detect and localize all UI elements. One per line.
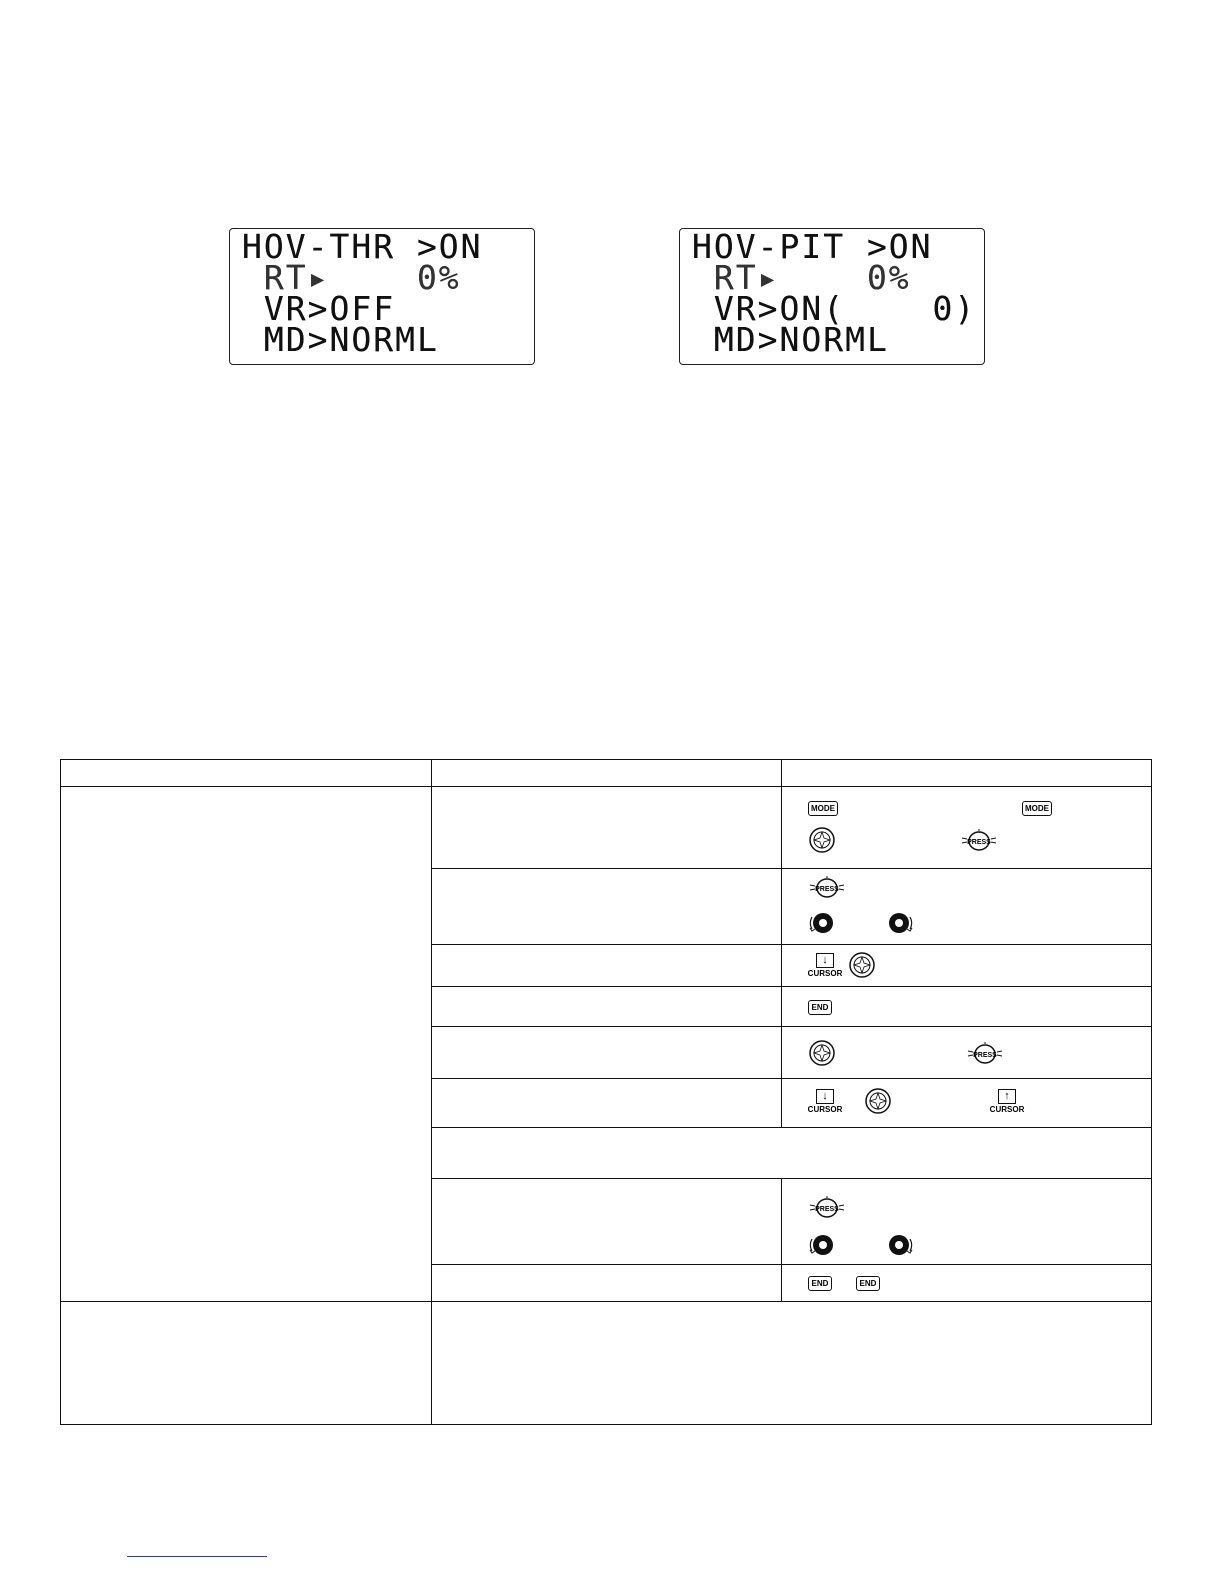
lcd-screen-hover-throttle <box>229 228 535 365</box>
arrow-up-icon: ↑ <box>998 1089 1016 1104</box>
end-key-icon: END <box>808 1276 832 1291</box>
dial-turn-right-icon <box>884 1231 914 1259</box>
lcd-screen-hover-pitch <box>679 228 985 365</box>
dial-icon <box>808 826 836 854</box>
steps-table <box>60 759 1152 1425</box>
end-key-icon: END <box>808 1000 832 1015</box>
header-cell <box>432 760 782 787</box>
svg-text:PRESS: PRESS <box>967 839 991 846</box>
mode-key-icon: MODE <box>808 801 838 816</box>
svg-text:PRESS: PRESS <box>973 1052 997 1059</box>
table-header-row <box>61 760 1152 787</box>
cursor-label: CURSOR <box>807 1104 843 1114</box>
cursor-label: CURSOR <box>989 1104 1025 1114</box>
lcd-line: MD>NORML <box>692 320 889 359</box>
step-keys-cell <box>782 787 1152 869</box>
arrow-down-icon: ↓ <box>816 1089 834 1104</box>
dial-turn-left-icon <box>808 1231 838 1259</box>
lcd-line: HOV-THR >ON <box>242 227 483 266</box>
step-keys-cell <box>782 1027 1152 1079</box>
cursor-up-key-icon <box>990 1089 1024 1114</box>
mode-key-icon: MODE <box>1022 801 1052 816</box>
step-text-cell <box>432 1179 782 1265</box>
end-key-icon: END <box>856 1276 880 1291</box>
svg-text:PRESS: PRESS <box>815 1206 839 1213</box>
table-row <box>61 1302 1152 1425</box>
press-icon <box>960 828 998 852</box>
lcd-line: VR>ON( 0) <box>692 289 977 328</box>
note-cell <box>432 1302 1152 1425</box>
press-icon <box>808 1195 846 1219</box>
dial-icon <box>864 1087 892 1115</box>
dial-icon <box>808 1039 836 1067</box>
arrow-down-icon: ↓ <box>816 953 834 968</box>
table-row <box>61 787 1152 869</box>
press-icon <box>966 1041 1004 1065</box>
lcd-line: RT▸ 0% <box>692 258 911 297</box>
cursor-down-key-icon <box>808 1089 842 1114</box>
step-text-cell <box>432 945 782 987</box>
step-keys-cell <box>782 1265 1152 1302</box>
step-keys-cell <box>782 945 1152 987</box>
step-text-cell <box>432 1027 782 1079</box>
header-cell <box>61 760 432 787</box>
goal-cell <box>61 787 432 1302</box>
lcd-line: MD>NORML <box>242 320 439 359</box>
press-icon <box>808 875 846 899</box>
dial-turn-right-icon <box>884 909 914 937</box>
lcd-line: HOV-PIT >ON <box>692 227 933 266</box>
goal-cell <box>61 1302 432 1425</box>
step-keys-cell <box>782 1079 1152 1128</box>
cursor-down-key-icon <box>808 953 842 978</box>
step-text-cell <box>432 787 782 869</box>
step-keys-cell <box>782 1179 1152 1265</box>
dial-turn-left-icon <box>808 909 838 937</box>
dial-icon <box>848 951 876 979</box>
step-text-cell <box>432 869 782 945</box>
step-keys-cell <box>782 869 1152 945</box>
lcd-line: RT▸ 0% <box>242 258 461 297</box>
step-text-cell <box>432 987 782 1027</box>
note-cell <box>432 1128 1152 1179</box>
cursor-label: CURSOR <box>807 968 843 978</box>
step-text-cell <box>432 1265 782 1302</box>
step-text-cell <box>432 1079 782 1128</box>
footer-rule <box>127 1556 267 1557</box>
header-cell <box>782 760 1152 787</box>
step-keys-cell <box>782 987 1152 1027</box>
svg-text:PRESS: PRESS <box>815 886 839 893</box>
lcd-line: VR>OFF <box>242 289 396 328</box>
